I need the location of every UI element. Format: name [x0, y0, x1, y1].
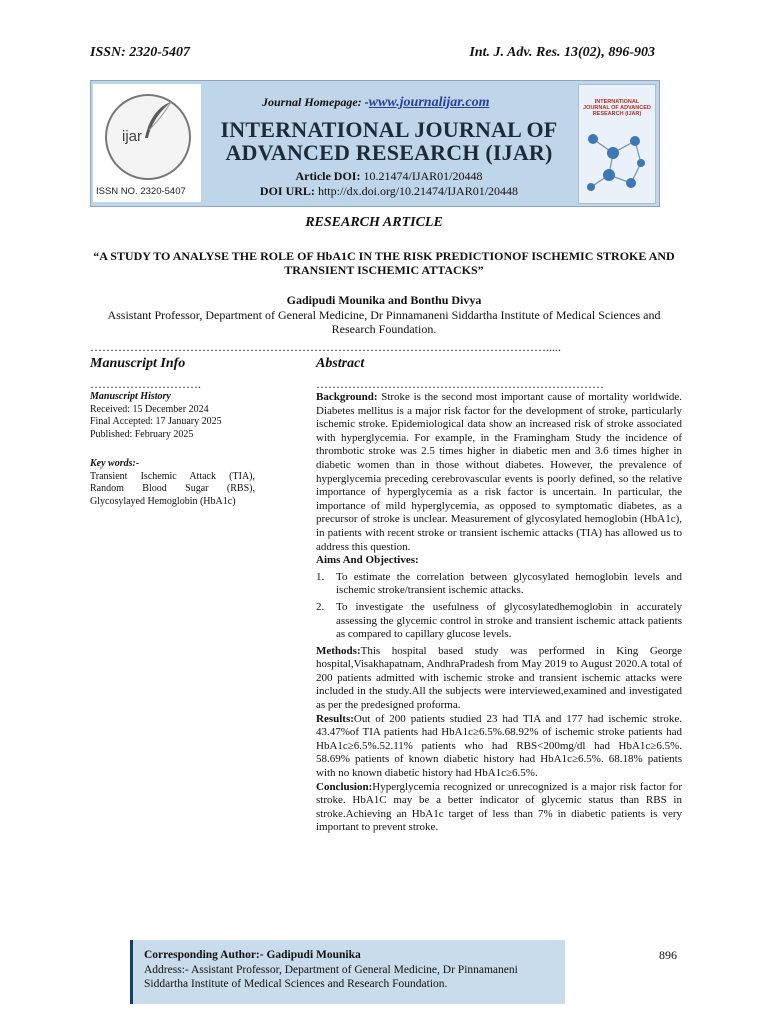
journal-homepage: [262, 95, 490, 111]
abstract-methods: [316, 645, 682, 713]
abstract-results: [316, 713, 682, 781]
results-label: Results:: [316, 712, 354, 725]
aims-item-number: 2.: [316, 600, 325, 613]
section-label: RESEARCH ARTICLE: [305, 215, 443, 230]
doi-url-label: DOI URL:: [259, 184, 315, 198]
keywords-text: Transient Ischemic Attack (TIA), Random Blood Sugar (RBS), Glycosylayed Hemoglobin (HbA1c): [90, 470, 255, 507]
abstract-background: [316, 391, 682, 554]
results-text: Out of 200 patients studied 23 had TIA and 177 had ischemic stroke. 43.47%of TIA patients had HbA1c≥6.5%.68.92% of ischemic stroke patients had HbA1c≥6.5%.52.11% patients who had RBS<200mg/dl had HbA1c≥6.5%. 58.69% patients of known diabetic history had HbA1c≥6.5%. 68.18% patients with no known diabetic history had HbA1c≥6.5%.: [316, 712, 682, 780]
paper-title: “A STUDY TO ANALYSE THE ROLE OF HbA1C IN THE RISK PREDICTIONOF ISCHEMIC STROKE AND TRANSIENT ISCHEMIC ATTACKS”: [93, 249, 675, 277]
manuscript-history: [90, 391, 260, 441]
homepage-link[interactable]: www.journalijar.com: [368, 95, 490, 110]
received-date: Received: 15 December 2024: [90, 403, 209, 415]
divider-full: …………………………………………………………………………………………………….....: [90, 340, 561, 354]
keywords-heading: Key words:-: [90, 458, 140, 469]
divider-right: ………………………………………………………………: [316, 377, 604, 391]
doi-url-link[interactable]: http://dx.doi.org/10.21474/IJAR01/20448: [317, 184, 519, 198]
corresponding-author-address: Address:- Assistant Professor, Department of General Medicine, Dr Pinnamaneni Siddartha Institute of Medical Sciences and Research Foundation.: [144, 963, 518, 990]
methods-text: This hospital based study was performed in King George hospital,Visakhapatnam, AndhraPradesh from May 2019 to August 2020.A total of 200 patients admitted with ischemic stroke and transient ischemic attacks were included in the study.All the subjects were interviewed,examined and investigated as per the predesigned proforma.: [316, 644, 682, 712]
journal-cover-image: [578, 84, 656, 204]
history-heading: Manuscript History: [90, 391, 171, 402]
journal-logo: [93, 84, 201, 202]
background-text: Stroke is the second most important cause of mortality worldwide. Diabetes mellitus is a major risk factor for the development of stroke, particularly ischemic stroke. Epidemiological data show an increased risk of stroke associated with hyperglycemia. For example, in the Framingham Study the incidence of thrombotic stroke was 2.5 times higher in diabetic men and 3.6 times higher in diabetic women than in those without diabetes. However, the prevalence of hyperglycemia preceding cerebrovascular events is poorly defined, so the relative importance of hyperglycemia as a risk factor is uncertain. In particular, the importance of mild hyperglycemia, as opposed to symptomatic diabetes, as a precursor of stroke is unclear. Measurement of glycosylated hemoglobin (HbA1c), in patients with recent stroke or transient ischemic attacks (TIA) has allowed us to address this question.: [316, 391, 682, 553]
doi-value: 10.21474/IJAR01/20448: [363, 169, 483, 183]
published-date: Published: February 2025: [90, 428, 194, 440]
conclusion-label: Conclusion:: [316, 780, 373, 793]
logo-text: ijar: [122, 128, 143, 145]
aims-item-text: To investigate the usefulness of glycosylatedhemoglobin in accurately assessing the glycemic control in stroke and transient ischemic attack patients as compared to capillary glucose levels.: [336, 600, 682, 641]
abstract-heading: Abstract: [316, 356, 365, 371]
affiliation: Assistant Professor, Department of General Medicine, Dr Pinnamaneni Siddartha Institute of Medical Sciences and Research Foundation.: [107, 308, 661, 336]
cover-title: INTERNATIONAL JOURNAL OF ADVANCED RESEARCH (IJAR): [583, 99, 651, 117]
divider-left: ……………………….: [90, 377, 201, 391]
background-label: Background:: [316, 391, 378, 403]
issn-text: ISSN: 2320-5407: [90, 45, 190, 60]
conclusion-text: Hyperglycemia recognized or unrecognized is a major risk factor for stroke. HbA1C may be a better indicator of glycemic status than RBS in stroke.Achieving an HbA1c target of less than 7% in diabetic patients is very important to prevent stroke.: [316, 780, 682, 834]
corresponding-author-box: [130, 940, 565, 1004]
accepted-date: Final Accepted: 17 January 2025: [90, 416, 222, 427]
abstract-conclusion: [316, 781, 682, 835]
abstract-body: [316, 391, 682, 835]
homepage-label: Journal Homepage: -: [262, 95, 369, 109]
logo-issn: ISSN NO. 2320-5407: [96, 186, 186, 197]
molecule-icon: [583, 119, 651, 199]
journal-title-line1: INTERNATIONAL JOURNAL OF: [220, 117, 558, 142]
logo-circle: [105, 94, 191, 180]
quill-icon: [137, 100, 177, 142]
doi-block: [204, 169, 574, 199]
journal-title-line2: ADVANCED RESEARCH (IJAR): [225, 140, 553, 165]
aims-item-text: To estimate the correlation between glycosylated hemoglobin levels and ischemic stroke/transient ischemic attacks.: [336, 570, 682, 597]
aims-item: [316, 601, 682, 642]
journal-reference: Int. J. Adv. Res. 13(02), 896-903: [469, 45, 655, 60]
aims-list: [316, 571, 682, 642]
aims-item-number: 1.: [316, 570, 325, 583]
keywords-block: [90, 458, 255, 508]
corresponding-author-label: Corresponding Author:- Gadipudi Mounika: [144, 949, 361, 961]
aims-label: Aims And Objectives:: [316, 554, 419, 567]
page-number: 896: [659, 948, 677, 962]
aims-item: [316, 571, 682, 598]
methods-label: Methods:: [316, 644, 361, 657]
doi-label: Article DOI:: [295, 169, 361, 183]
journal-title: [204, 118, 574, 164]
authors: Gadipudi Mounika and Bonthu Divya: [286, 293, 482, 307]
manuscript-info-heading: Manuscript Info: [90, 356, 186, 371]
